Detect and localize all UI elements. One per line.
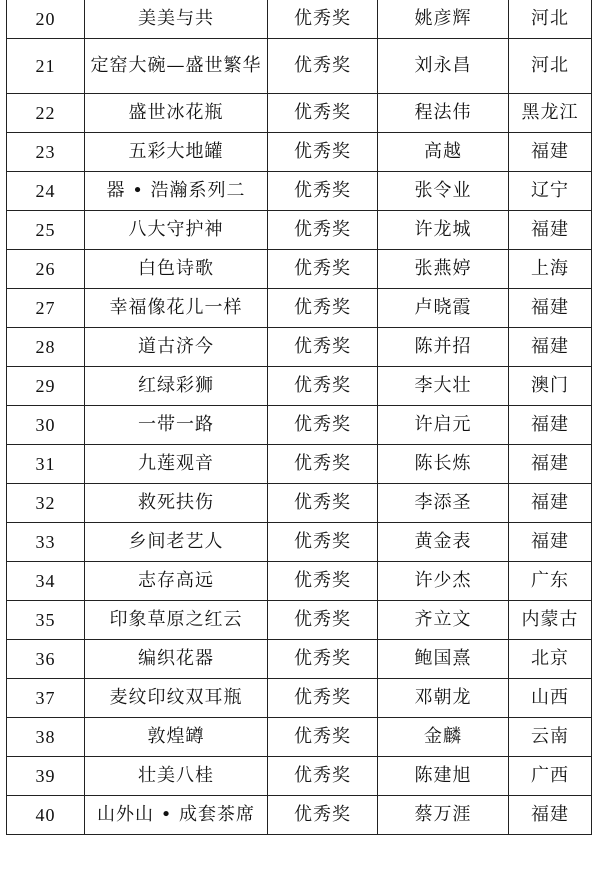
author-name: 鲍国熹 [378, 640, 509, 679]
table-row [7, 94, 592, 133]
region: 广东 [509, 562, 592, 601]
work-title: 红绿彩狮 [85, 367, 268, 406]
region: 河北 [509, 0, 592, 39]
author-name: 黄金表 [378, 523, 509, 562]
table-row [7, 250, 592, 289]
row-number: 31 [7, 445, 85, 484]
region: 山西 [509, 679, 592, 718]
award-level: 优秀奖 [268, 796, 378, 835]
author-name: 卢晓霞 [378, 289, 509, 328]
table-row [7, 796, 592, 835]
award-level: 优秀奖 [268, 406, 378, 445]
row-number: 34 [7, 562, 85, 601]
region: 福建 [509, 406, 592, 445]
table-row [7, 211, 592, 250]
table-row [7, 640, 592, 679]
author-name: 程法伟 [378, 94, 509, 133]
row-number: 35 [7, 601, 85, 640]
row-number: 20 [7, 0, 85, 39]
region: 福建 [509, 328, 592, 367]
region: 辽宁 [509, 172, 592, 211]
award-level: 优秀奖 [268, 484, 378, 523]
region: 福建 [509, 445, 592, 484]
table-row [7, 718, 592, 757]
table-row [7, 289, 592, 328]
row-number: 24 [7, 172, 85, 211]
table-row [7, 523, 592, 562]
table-row [7, 172, 592, 211]
award-level: 优秀奖 [268, 250, 378, 289]
work-title: 白色诗歌 [85, 250, 268, 289]
table-row [7, 445, 592, 484]
table-row [7, 39, 592, 94]
table-row [7, 679, 592, 718]
work-title: 道古济今 [85, 328, 268, 367]
award-level: 优秀奖 [268, 601, 378, 640]
table-row [7, 328, 592, 367]
table-row [7, 484, 592, 523]
table-row [7, 0, 592, 39]
award-level: 优秀奖 [268, 718, 378, 757]
region: 黑龙江 [509, 94, 592, 133]
author-name: 张令业 [378, 172, 509, 211]
region: 河北 [509, 39, 592, 94]
row-number: 29 [7, 367, 85, 406]
row-number: 32 [7, 484, 85, 523]
work-title: 盛世冰花瓶 [85, 94, 268, 133]
region: 云南 [509, 718, 592, 757]
table-row [7, 757, 592, 796]
table-row [7, 406, 592, 445]
author-name: 蔡万涯 [378, 796, 509, 835]
work-title: 幸福像花儿一样 [85, 289, 268, 328]
row-number: 26 [7, 250, 85, 289]
region: 福建 [509, 796, 592, 835]
row-number: 23 [7, 133, 85, 172]
work-title: 编织花器 [85, 640, 268, 679]
award-level: 优秀奖 [268, 133, 378, 172]
award-level: 优秀奖 [268, 94, 378, 133]
region: 福建 [509, 289, 592, 328]
work-title: 壮美八桂 [85, 757, 268, 796]
award-level: 优秀奖 [268, 328, 378, 367]
row-number: 33 [7, 523, 85, 562]
author-name: 李大壮 [378, 367, 509, 406]
row-number: 36 [7, 640, 85, 679]
author-name: 许启元 [378, 406, 509, 445]
author-name: 许少杰 [378, 562, 509, 601]
region: 内蒙古 [509, 601, 592, 640]
author-name: 齐立文 [378, 601, 509, 640]
author-name: 陈并招 [378, 328, 509, 367]
row-number: 22 [7, 94, 85, 133]
work-title: 八大守护神 [85, 211, 268, 250]
author-name: 陈建旭 [378, 757, 509, 796]
table-row [7, 562, 592, 601]
award-level: 优秀奖 [268, 679, 378, 718]
awards-table-body [7, 0, 592, 835]
region: 福建 [509, 484, 592, 523]
work-title: 山外山 • 成套茶席 [85, 796, 268, 835]
award-level: 优秀奖 [268, 757, 378, 796]
work-title: 器 • 浩瀚系列二 [85, 172, 268, 211]
awards-table [6, 0, 592, 835]
work-title: 美美与共 [85, 0, 268, 39]
author-name: 陈长炼 [378, 445, 509, 484]
region: 澳门 [509, 367, 592, 406]
table-row [7, 601, 592, 640]
author-name: 金麟 [378, 718, 509, 757]
award-level: 优秀奖 [268, 172, 378, 211]
region: 福建 [509, 523, 592, 562]
row-number: 28 [7, 328, 85, 367]
table-row [7, 133, 592, 172]
work-title: 敦煌罇 [85, 718, 268, 757]
work-title: 九莲观音 [85, 445, 268, 484]
award-level: 优秀奖 [268, 289, 378, 328]
row-number: 40 [7, 796, 85, 835]
author-name: 张燕婷 [378, 250, 509, 289]
award-level: 优秀奖 [268, 445, 378, 484]
table-row [7, 367, 592, 406]
work-title: 印象草原之红云 [85, 601, 268, 640]
award-level: 优秀奖 [268, 211, 378, 250]
work-title: 救死扶伤 [85, 484, 268, 523]
work-title: 定窑大碗—盛世繁华 [85, 39, 268, 94]
region: 广西 [509, 757, 592, 796]
row-number: 21 [7, 39, 85, 94]
row-number: 38 [7, 718, 85, 757]
region: 福建 [509, 133, 592, 172]
award-level: 优秀奖 [268, 39, 378, 94]
award-level: 优秀奖 [268, 562, 378, 601]
award-level: 优秀奖 [268, 640, 378, 679]
author-name: 刘永昌 [378, 39, 509, 94]
award-level: 优秀奖 [268, 367, 378, 406]
author-name: 邓朝龙 [378, 679, 509, 718]
region: 福建 [509, 211, 592, 250]
work-title: 乡间老艺人 [85, 523, 268, 562]
work-title: 一带一路 [85, 406, 268, 445]
work-title: 五彩大地罐 [85, 133, 268, 172]
award-level: 优秀奖 [268, 523, 378, 562]
region: 北京 [509, 640, 592, 679]
work-title: 麦纹印纹双耳瓶 [85, 679, 268, 718]
author-name: 高越 [378, 133, 509, 172]
author-name: 许龙城 [378, 211, 509, 250]
award-level: 优秀奖 [268, 0, 378, 39]
row-number: 37 [7, 679, 85, 718]
row-number: 30 [7, 406, 85, 445]
work-title: 志存高远 [85, 562, 268, 601]
row-number: 39 [7, 757, 85, 796]
row-number: 25 [7, 211, 85, 250]
row-number: 27 [7, 289, 85, 328]
author-name: 李添圣 [378, 484, 509, 523]
region: 上海 [509, 250, 592, 289]
author-name: 姚彦辉 [378, 0, 509, 39]
